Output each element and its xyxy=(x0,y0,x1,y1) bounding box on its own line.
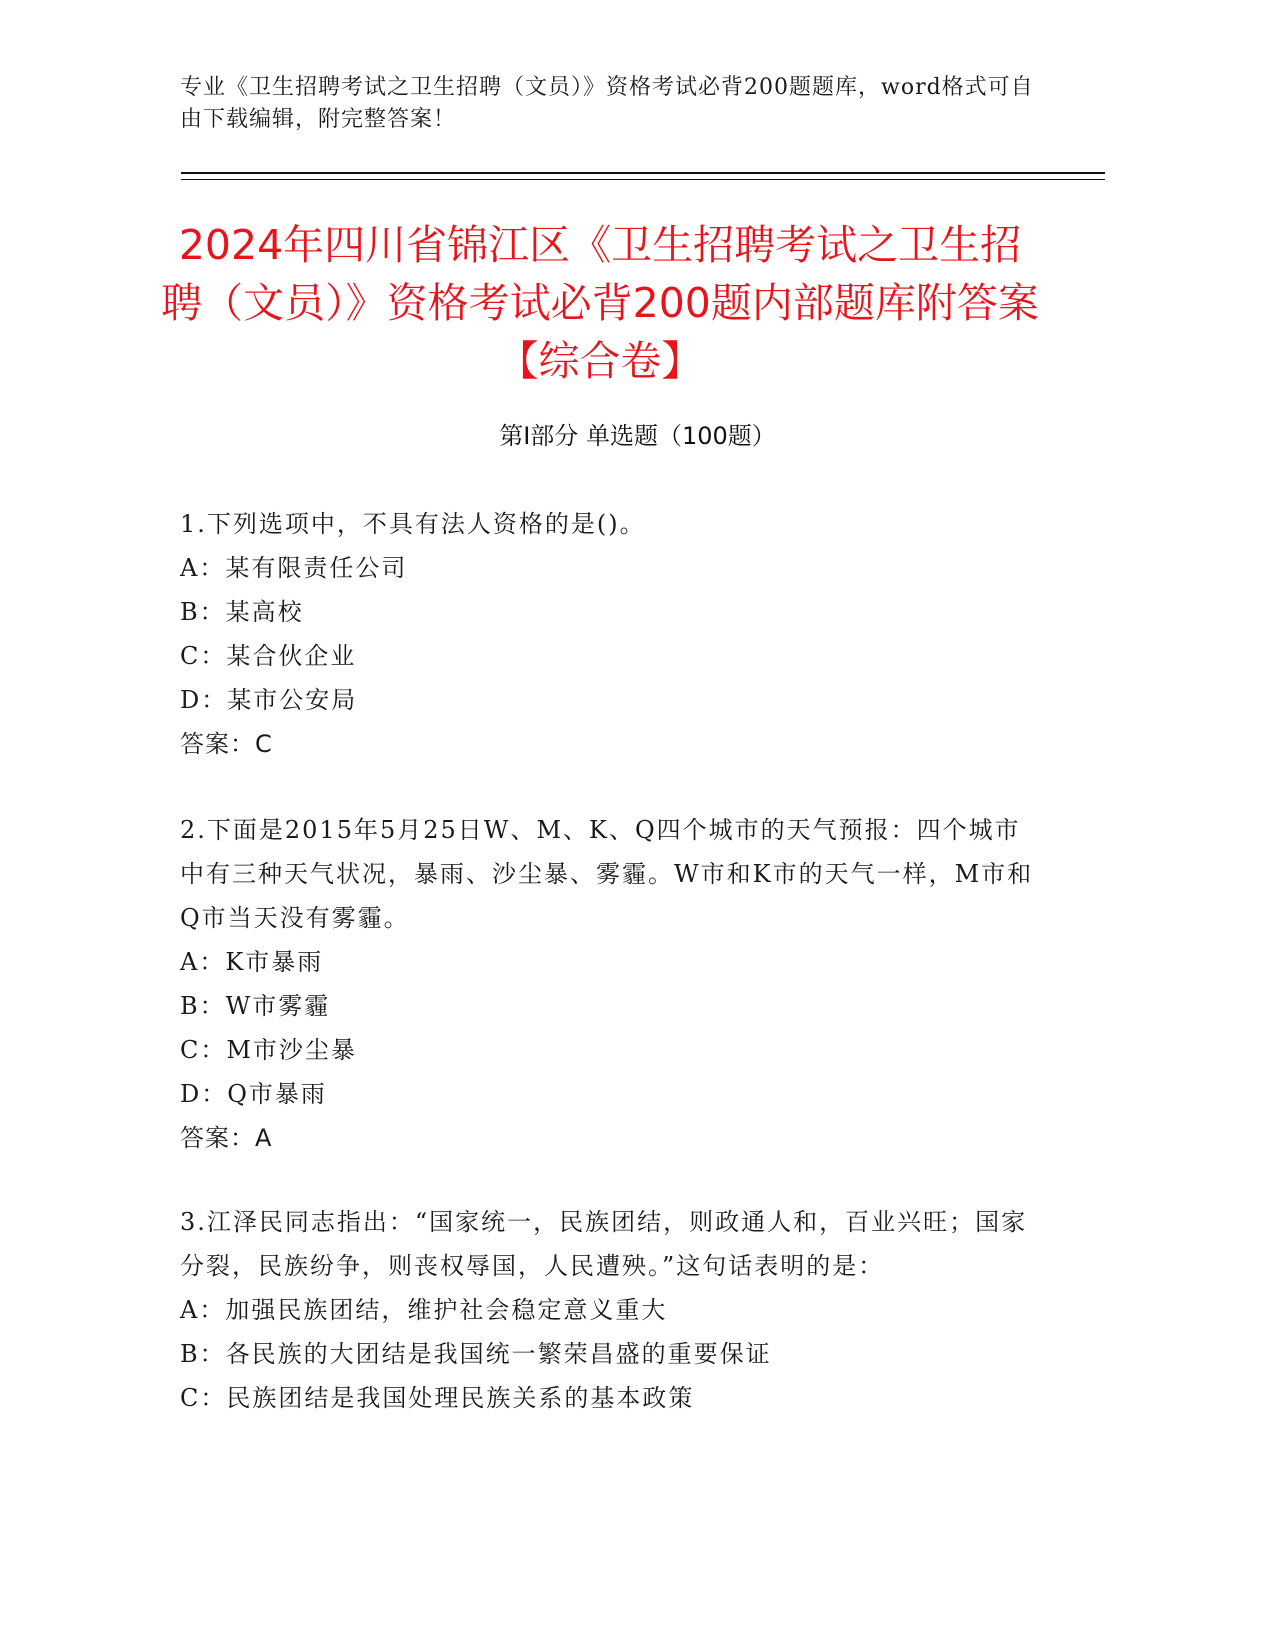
question-stem: 3.江泽民同志指出：“国家统一，民族团结，则政通人和，百业兴旺；国家分裂，民族纷争，则丧权辱国，人民遭殃。”这句话表明的是： xyxy=(180,1208,1028,1280)
option-c: C：民族团结是我国处理民族关系的基本政策 xyxy=(180,1384,695,1412)
option-d: D：Q市暴雨 xyxy=(180,1080,327,1108)
option-c: C：M市沙尘暴 xyxy=(180,1036,357,1064)
question-3 xyxy=(180,1200,1040,1420)
option-b: B：各民族的大团结是我国统一繁荣昌盛的重要保证 xyxy=(180,1340,772,1368)
document-title: 2024年四川省锦江区《卫生招聘考试之卫生招聘（文员）》资格考试必背200题内部题库附答案【综合卷】 xyxy=(161,221,1039,385)
option-d: D：某市公安局 xyxy=(180,686,358,714)
header-rule-thick xyxy=(181,172,1105,174)
answer: 答案：C xyxy=(180,730,273,758)
option-b: B：W市雾霾 xyxy=(180,992,331,1020)
header-rule-thin xyxy=(181,179,1105,180)
option-a: A：某有限责任公司 xyxy=(180,554,408,582)
option-b: B：某高校 xyxy=(180,598,304,626)
answer: 答案：A xyxy=(180,1124,273,1152)
option-a: A：K市暴雨 xyxy=(180,948,324,976)
question-2 xyxy=(180,808,1040,1160)
option-c: C：某合伙企业 xyxy=(180,642,357,670)
question-1 xyxy=(180,502,1040,766)
question-stem: 1.下列选项中，不具有法人资格的是()。 xyxy=(180,510,646,538)
question-stem: 2.下面是2015年5月25日W、M、K、Q四个城市的天气预报：四个城市中有三种天气状况，暴雨、沙尘暴、雾霾。W市和K市的天气一样，M市和Q市当天没有雾霾。 xyxy=(180,816,1034,932)
section-heading: 第Ⅰ部分 单选题（100题） xyxy=(499,422,776,450)
option-a: A：加强民族团结，维护社会稳定意义重大 xyxy=(180,1296,668,1324)
header-note: 专业《卫生招聘考试之卫生招聘（文员）》资格考试必背200题题库，word格式可自由下载编辑，附完整答案！ xyxy=(180,75,1034,132)
